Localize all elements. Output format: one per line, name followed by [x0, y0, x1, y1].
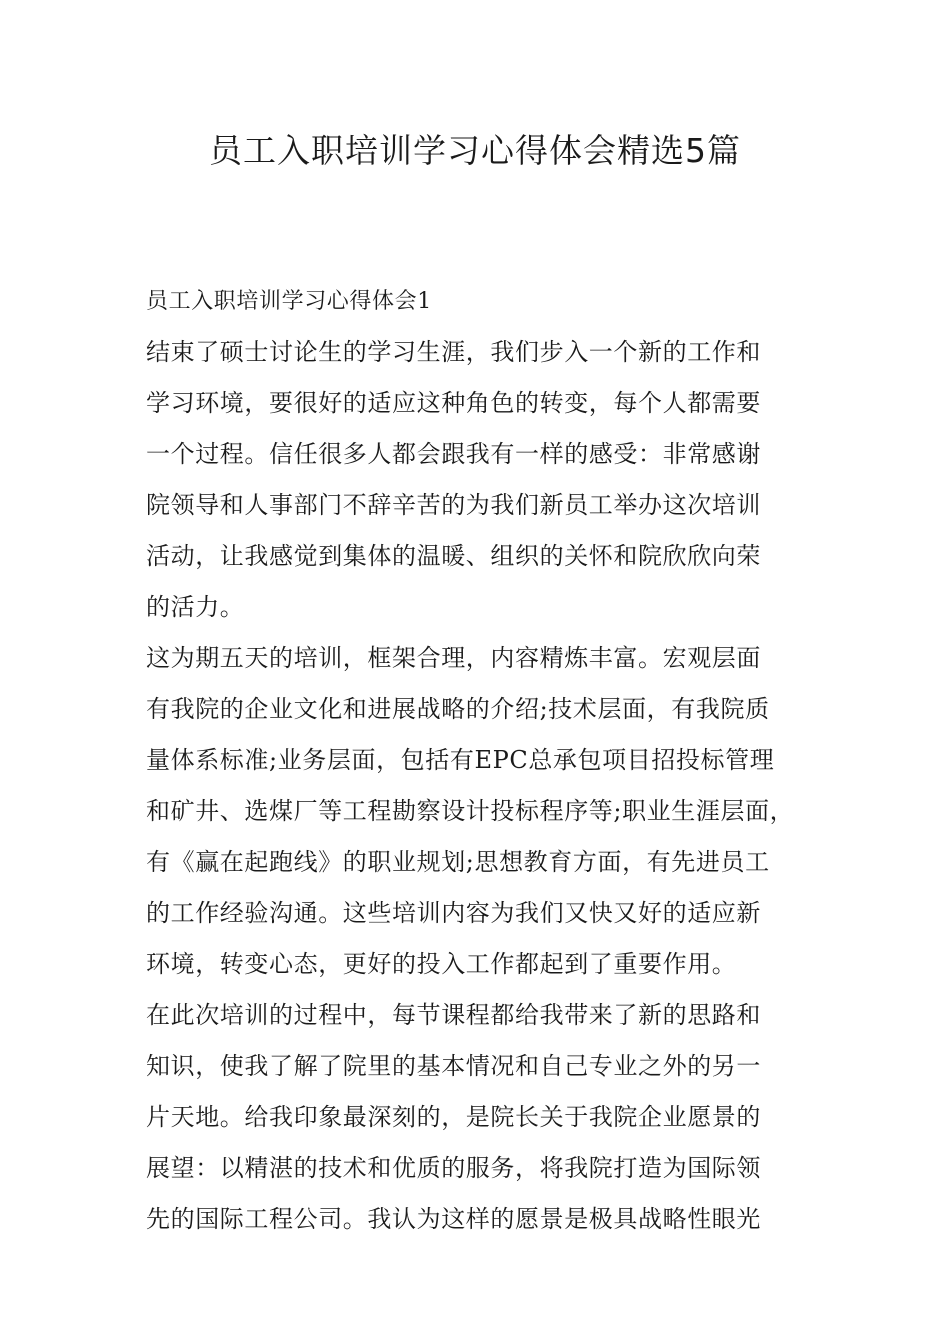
- text-line: 先的国际工程公司。我认为这样的愿景是极具战略性眼光: [146, 1205, 761, 1233]
- text-line: 和矿井、选煤厂等工程勘察设计投标程序等;职业生涯层面，: [146, 797, 795, 825]
- text-line: 学习环境，要很好的适应这种角色的转变，每个人都需要: [146, 389, 761, 417]
- section-heading: 员工入职培训学习心得体会1: [146, 289, 432, 314]
- document-body: [146, 276, 814, 1245]
- text-line: 知识，使我了解了院里的基本情况和自己专业之外的另一: [146, 1052, 761, 1080]
- text-line: 展望：以精湛的技术和优质的服务，将我院打造为国际领: [146, 1154, 761, 1182]
- paragraph-3: [146, 990, 814, 1245]
- text-line: 量体系标准;业务层面，包括有EPC总承包项目招投标管理: [146, 746, 775, 774]
- text-line: 的活力。: [146, 593, 245, 621]
- document-title: 员工入职培训学习心得体会精选5篇: [209, 131, 741, 170]
- text-line: 片天地。给我印象最深刻的，是院长关于我院企业愿景的: [146, 1103, 761, 1131]
- text-line: 结束了硕士讨论生的学习生涯，我们步入一个新的工作和: [146, 338, 761, 366]
- text-line: 环境，转变心态，更好的投入工作都起到了重要作用。: [146, 950, 737, 978]
- text-line: 有《赢在起跑线》的职业规划;思想教育方面，有先进员工: [146, 848, 770, 876]
- text-line: 这为期五天的培训，框架合理，内容精炼丰富。宏观层面: [146, 644, 761, 672]
- text-line: 活动，让我感觉到集体的温暖、组织的关怀和院欣欣向荣: [146, 542, 761, 570]
- text-line: 在此次培训的过程中，每节课程都给我带来了新的思路和: [146, 1001, 761, 1029]
- text-line: 的工作经验沟通。这些培训内容为我们又快又好的适应新: [146, 899, 761, 927]
- text-line: 院领导和人事部门不辞辛苦的为我们新员工举办这次培训: [146, 491, 761, 519]
- text-line: 有我院的企业文化和进展战略的介绍;技术层面，有我院质: [146, 695, 770, 723]
- paragraph-2: [146, 633, 814, 990]
- text-line: 一个过程。信任很多人都会跟我有一样的感受：非常感谢: [146, 440, 761, 468]
- paragraph-1: [146, 327, 814, 633]
